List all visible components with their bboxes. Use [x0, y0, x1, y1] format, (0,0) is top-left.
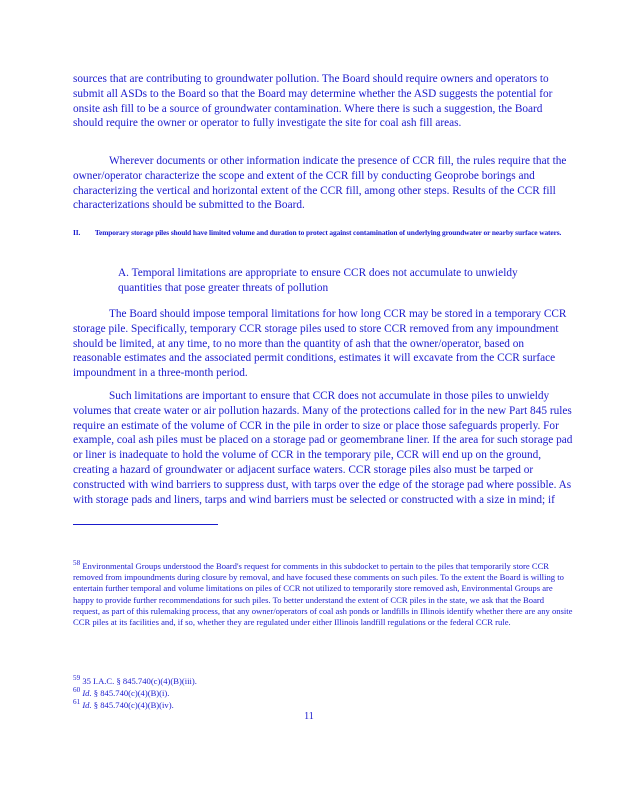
paragraph-asd-submission: sources that are contributing to groundwater pollution. The Board should require owners and operators to submit all ASDs to the Board so that the Board may determine whether the ASD suggests the potential for onsite ash fill to be a source of groundwater contamination. Where there is such a suggestion, the Board should require the owner or operator to fully investigate the site for coal ash fill areas.: [73, 73, 553, 130]
footnote-61-id: Id.: [82, 699, 92, 710]
paragraph-temporal-limitations: The Board should impose temporal limitations for how long CCR may be stored in a temporary CCR storage pile. Specifically, temporary CCR storage piles used to store CCR removed from any impoundment should be limited, at any time, to no more than the quantity of ash that the owner/operator, based on reasonable estimates and the associated permit conditions, estimates it will excavate from the CCR surface impoundment in a three-month period.: [73, 308, 567, 380]
section-heading-ii: II. Temporary storage piles should have limited volume and duration to protect against contamination of underlying groundwater or nearby surface waters.: [73, 228, 562, 237]
footnote-58-text: Environmental Groups understood the Board's request for comments in this subdocket to pertain to the piles that temporarily store CCR removed from impoundments during closure by removal, and have focused these comments on such piles. To the extent the Board is willing to entertain further temporal and volume limitations on piles of CCR not utilized to temporarily store removed ash, Environmental Groups are happy to provide further recommendations for such piles. To better understand the extent of CCR piles in the state, we ask that the Board request, as part of this rulemaking process, that any owner/operators of coal ash ponds or landfills in Illinois identify whether there are any onsite CCR piles at its facilities and, if so, whether they are regulated under either Illinois landfill regulations or the federal CCR rule.: [73, 560, 573, 628]
page-number: 11: [304, 711, 314, 722]
footnote-60-text: § 845.740(c)(4)(B)(i).: [93, 687, 170, 698]
footnote-mark-61: 61: [73, 698, 81, 706]
footnote-mark-60: 60: [73, 686, 81, 694]
footnote-separator: [73, 524, 218, 525]
footnote-59-text: 35 I.A.C. § 845.740(c)(4)(B)(iii).: [82, 675, 197, 686]
footnote-58: [73, 558, 573, 629]
paragraph-ccr-fill-characterization: Wherever documents or other information indicate the presence of CCR fill, the rules require that the owner/operator characterize the scope and extent of the CCR fill by conducting Geoprobe borings and characterizing the vertical and horizontal extent of the CCR fill, among other steps. Results of the CCR fill characterizations should be submitted to the Board.: [73, 155, 567, 212]
paragraph-volume-hazards: Such limitations are important to ensure that CCR does not accumulate in those piles to unwieldy volumes that create water or air pollution hazards. Many of the protections called for in the new Part 845 rules require an estimate of the volume of CCR in the pile in order to size or place those safeguards properly. For example, coal ash piles must be placed on a storage pad or geomembrane liner. If the area for such storage pad or liner is inadequate to hold the volume of CCR in the temporary pile, CCR will end up on the ground, creating a hazard of groundwater or adjacent surface waters. CCR storage piles also must be tarped or constructed with wind barriers to suppress dust, with tarps over the edge of the storage pad where possible. As with storage pads and liners, tarps and wind barriers must be selected or constructed with a size in mind; if: [73, 390, 573, 506]
subsection-heading-a: A. Temporal limitations are appropriate to ensure CCR does not accumulate to unwieldy quantities that pose greater threats of pollution: [118, 267, 518, 294]
footnote-60-id: Id.: [82, 687, 92, 698]
footnote-mark-59: 59: [73, 674, 81, 682]
footnote-mark-58: 58: [73, 559, 81, 567]
footnote-61: [73, 697, 573, 711]
footnote-61-text: § 845.740(c)(4)(B)(iv).: [93, 699, 174, 710]
